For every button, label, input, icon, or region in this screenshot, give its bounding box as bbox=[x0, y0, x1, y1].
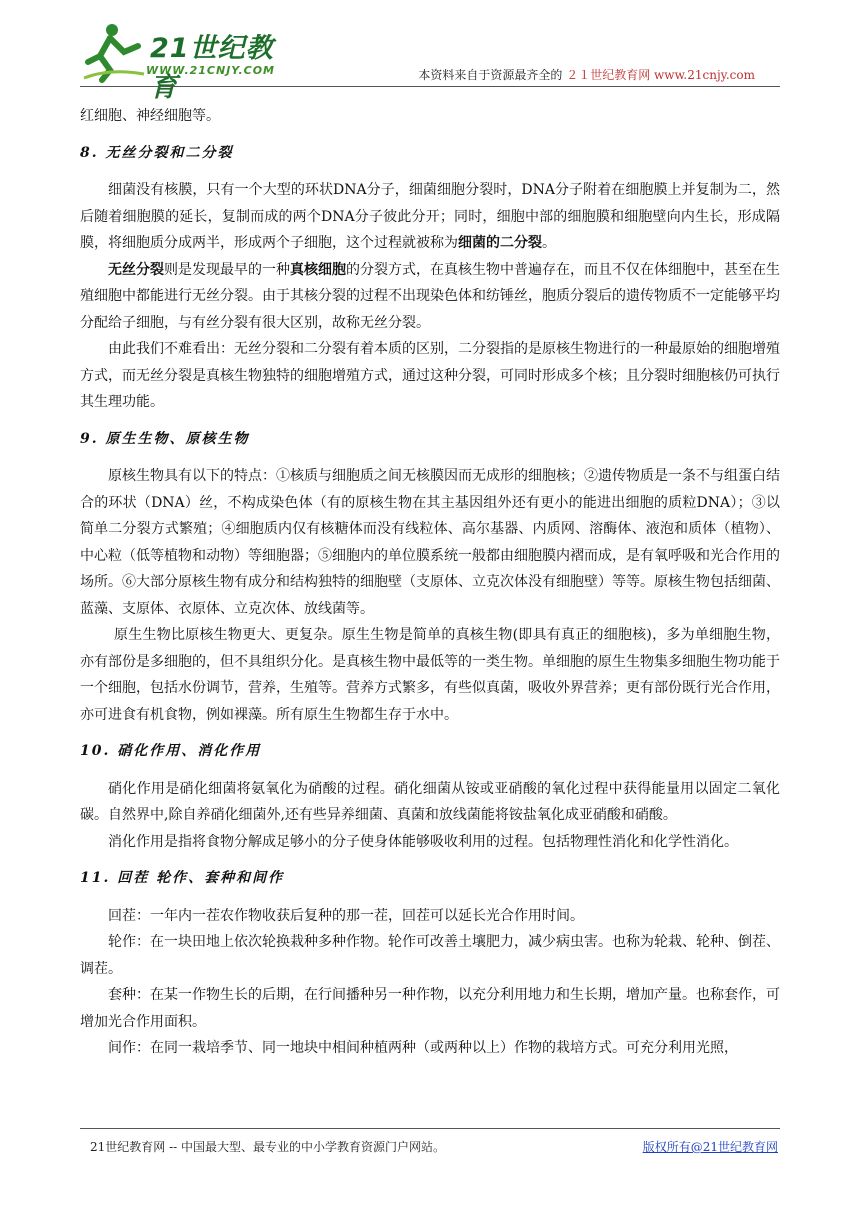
document-body bbox=[80, 103, 780, 1062]
section-9-heading: 9. 原生生物、原核生物 bbox=[80, 430, 250, 447]
runner-logo-icon bbox=[80, 22, 150, 84]
footer-divider bbox=[80, 1128, 780, 1129]
logo-url: WWW.21CNJY.COM bbox=[146, 64, 275, 77]
footer-text: 21世纪教育网 -- 中国最大型、最专业的中小学教育资源门户网站。 bbox=[90, 1140, 446, 1154]
section-9-paragraph-2: 原生生物比原核生物更大、更复杂。原生生物是简单的真核生物(即具有真正的细胞核)，多为单细胞生物，亦有部份是多细胞的，但不具组织分化。是真核生物中最低等的一类生物。单细胞的原生生物集多细胞生物功能于一个细胞，包括水份调节，营养，生殖等。营养方式繁多，有些似真菌，吸收外界营养；更有部份既行光合作用，亦可进食有机食物，例如裸藻。所有原生生物都生存于水中。 bbox=[80, 627, 780, 723]
section-10-heading: 10. 硝化作用、消化作用 bbox=[80, 743, 262, 759]
logo-text: 21世纪教育 bbox=[150, 33, 274, 103]
section-10-paragraph-1: 硝化作用是硝化细菌将氨氧化为硝酸的过程。硝化细菌从铵或亚硝酸的氧化过程中获得能量用以固定二氧化碳。自然界中,除自养硝化细菌外,还有些异养细菌、真菌和放线菌能将铵盐氧化成亚硝酸和硝酸。 bbox=[80, 780, 780, 823]
section-11-paragraph-4: 间作：在同一栽培季节、同一地块中相间种植两种（或两种以上）作物的栽培方式。可充分利用光照， bbox=[108, 1040, 738, 1056]
footer-copyright-link[interactable]: 版权所有@21世纪教育网 bbox=[642, 1140, 778, 1154]
header-site-link[interactable]: ２１世纪教育网 bbox=[566, 68, 651, 82]
section-8-paragraph-2: 无丝分裂则是发现最早的一种真核细胞的分裂方式，在真核生物中普遍存在，而且不仅在体细胞中，甚至在生殖细胞中都能进行无丝分裂。由于其核分裂的过程不出现染色体和纺锤丝，胞质分裂后的遗传物质不一定能够平均分配给子细胞，与有丝分裂有很大区别，故称无丝分裂。 bbox=[80, 261, 780, 331]
logo bbox=[80, 22, 280, 103]
header-note bbox=[418, 66, 755, 83]
intro-text: 红细胞、神经细胞等。 bbox=[80, 108, 220, 124]
section-10-paragraph-2: 消化作用是指将食物分解成足够小的分子使身体能够吸收利用的过程。包括物理性消化和化学性消化。 bbox=[108, 833, 738, 850]
section-11-paragraph-3: 套种：在某一作物生长的后期，在行间播种另一种作物，以充分利用地力和生长期，增加产量。也称套作，可增加光合作用面积。 bbox=[80, 987, 780, 1030]
section-9-paragraph-1: 原核生物具有以下的特点：①核质与细胞质之间无核膜因而无成形的细胞核；②遗传物质是一条不与组蛋白结合的环状（DNA）丝，不构成染色体（有的原核生物在其主基因组外还有更小的能进出细胞的质粒DNA）；③以简单二分裂方式繁殖；④细胞质内仅有核糖体而没有线粒体、高尔基器、内质网、溶酶体、液泡和质体（植物）、中心粒（低等植物和动物）等细胞器；⑤细胞内的单位膜系统一般都由细胞膜内褶而成，是有氧呼吸和光合作用的场所。⑥大部分原核生物有成分和结构独特的细胞壁（支原体、立克次体没有细胞壁）等等。原核生物包括细菌、蓝藻、支原体、衣原体、立克次体、放线菌等。 bbox=[80, 468, 780, 617]
section-11-paragraph-2: 轮作：在一块田地上依次轮换栽种多种作物。轮作可改善土壤肥力，减少病虫害。也称为轮栽、轮种、倒茬、调茬。 bbox=[80, 934, 780, 977]
section-8-paragraph-1: 细菌没有核膜，只有一个大型的环状DNA分子，细菌细胞分裂时，DNA分子附着在细胞膜上并复制为二，然后随着细胞膜的延长，复制而成的两个DNA分子彼此分开；同时，细胞中部的细胞膜和细胞壁向内生长，形成隔膜，将细胞质分成两半，形成两个子细胞，这个过程就被称为细菌的二分裂。 bbox=[80, 182, 780, 251]
section-11-heading: 11. 回茬 轮作、套种和间作 bbox=[80, 870, 285, 886]
section-8-paragraph-3: 由此我们不难看出：无丝分裂和二分裂有着本质的区别，二分裂指的是原核生物进行的一种最原始的细胞增殖方式，而无丝分裂是真核生物独特的细胞增殖方式，通过这种分裂，可同时形成多个核；且分裂时细胞核仍可执行其生理功能。 bbox=[80, 341, 780, 410]
header-divider bbox=[80, 86, 780, 87]
page-header bbox=[0, 0, 860, 103]
section-8-heading: 8. 无丝分裂和二分裂 bbox=[80, 144, 234, 161]
header-note-prefix: 本资料来自于资源最齐全的 bbox=[418, 68, 563, 82]
section-11-paragraph-1: 回茬：一年内一茬农作物收获后复种的那一茬，回茬可以延长光合作用时间。 bbox=[108, 907, 584, 924]
header-url-link[interactable]: www.21cnjy.com bbox=[654, 68, 755, 82]
